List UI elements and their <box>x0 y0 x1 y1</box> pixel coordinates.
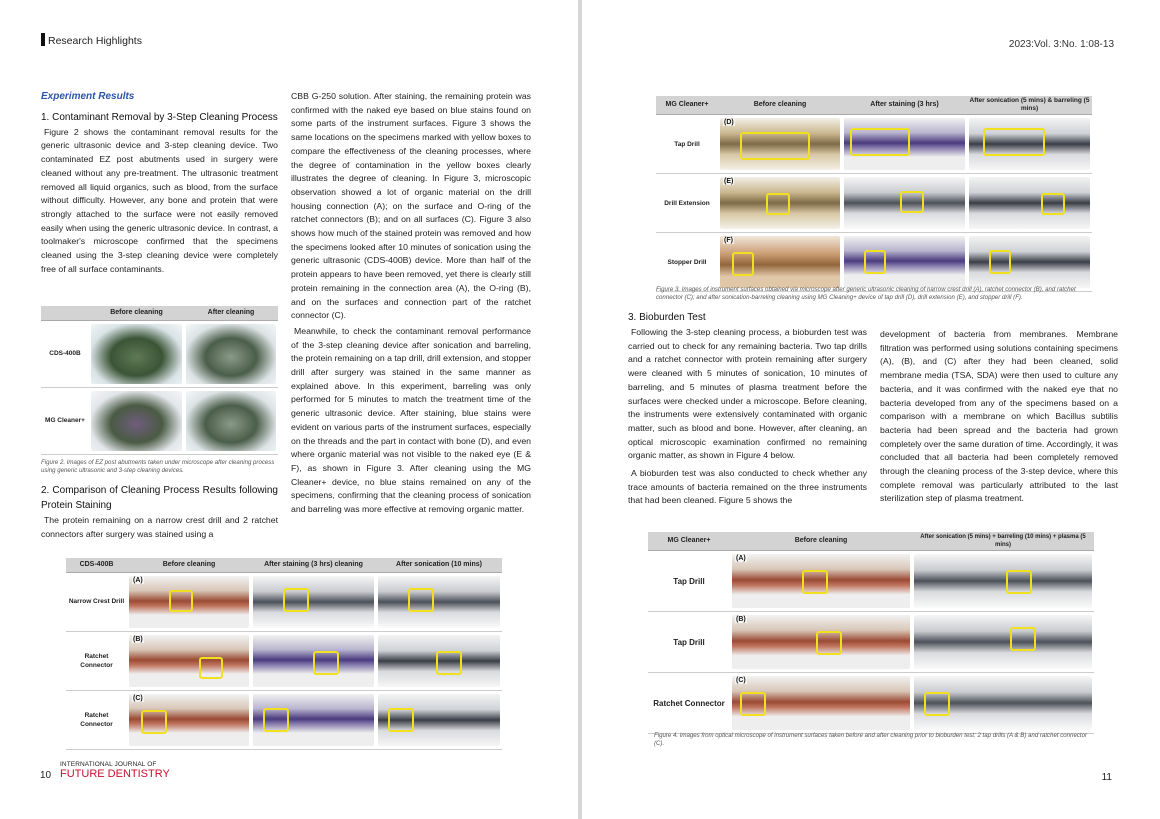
subsection-heading-1: 1. Contaminant Removal by 3-Step Cleaning Process <box>41 111 278 123</box>
left-column-1-continued <box>41 483 278 542</box>
fig4-row-label-tap-drill-a: Tap Drill <box>648 551 730 612</box>
journal-name-small: INTERNATIONAL JOURNAL OF <box>60 761 157 768</box>
figure-3-table-b <box>656 96 1092 292</box>
fig2-photo-cds-before <box>91 324 182 384</box>
right-column-1 <box>628 310 867 509</box>
fig3b-photo-f-sonication <box>969 236 1090 288</box>
fig4-photo-a-before <box>732 554 910 608</box>
body-paragraph: Following the 3-step cleaning process, a bioburden test was carried out to check for any remaining bacteria. Two tap drills and a ratchet connector with protein remaining after surgery were cleaned with 5 minutes of sonication, 10 minutes of barreling, and 5 minutes of plasma treatment before the surfaces were checked under a microscope. Before cleaning, the instruments were extensively contaminated with organic matter, such as blood and bone. However, after cleaning, an optical microscopic examination confirmed no remaining organic matter, as shown in Figure 4 below. <box>628 327 867 461</box>
fig3a-header-sonication: After sonication (10 mins) <box>376 558 502 572</box>
fig4-header-device: MG Cleaner+ <box>648 532 730 551</box>
fig3a-header-before: Before cleaning <box>127 558 251 572</box>
page-number-left: 10 <box>40 770 52 781</box>
fig3a-header-staining: After staining (3 hrs) cleaning <box>251 558 376 572</box>
panel-tag-4c: (C) <box>736 677 746 684</box>
panel-tag-f: (F) <box>724 237 733 244</box>
fig2-header-before: Before cleaning <box>89 306 184 320</box>
left-column-1 <box>41 90 278 277</box>
fig4-header-after: After sonication (5 mins) + barreling (10 mins) + plasma (5 mins) <box>912 532 1094 551</box>
journal-name-big: FUTURE DENTISTRY <box>60 768 170 780</box>
panel-tag-4b: (B) <box>736 616 746 623</box>
panel-tag-e: (E) <box>724 178 734 185</box>
fig2-row-label-mg: MG Cleaner+ <box>41 387 89 454</box>
fig4-photo-a-after <box>914 554 1092 608</box>
fig3b-photo-d-before <box>720 118 840 170</box>
header-marker-bar <box>41 33 45 46</box>
fig3b-header-sonication: After sonication (5 mins) & barreling (5 mins) <box>967 96 1092 115</box>
fig3a-row-label-narrow-crest: Narrow Crest Drill <box>66 572 127 631</box>
fig2-header-empty <box>41 306 89 320</box>
fig2-photo-mg-after <box>186 391 276 451</box>
fig2-photo-mg-before <box>91 391 182 451</box>
fig3a-header-device: CDS-400B <box>66 558 127 572</box>
body-paragraph: Figure 2 shows the contaminant removal results for the generic ultrasonic device and 3-step cleaning device. Two contaminated EZ post abutments used in surgery were cleaned without any pre-treatment. The ultrasonic treatment removed all liquid organics, such as blood, from the surface without difficulty. However, any bone and protein that were strongly attached to the surface were not easily removed easily when using the generic ultrasonic device. In contrast, a toolmaker's microscope confirmed that the specimens cleaned using the 3-step cleaning device were completely free of all surface contaminants. <box>41 126 278 274</box>
running-header-title: Research Highlights <box>48 35 142 47</box>
panel-tag-a: (A) <box>133 576 143 584</box>
figure-3-caption: Figure 3. Images of instrument surfaces obtained via microscope after generic ultrasonic cleaning of narrow crest drill (A), ratchet connector (B), and ratchet connector (C); and after sonication-barreling cleaning using MG Cleaning+ device of tap drill (D), drill extension (E), and stopper drill (F). <box>656 286 1076 301</box>
figure-2-caption: Figure 2. Images of EZ post abutments taken under microscope after cleaning process using generic ultrasonic and 3-step cleaning devices. <box>41 459 275 474</box>
body-paragraph: CBB G-250 solution. After staining, the remaining protein was confirmed with the naked eye based on blue stains found on some parts of the instrument surfaces. Figure 3 shows the same locations on the specimens marked with yellow boxes to compare the effectiveness of the cleaning processes, where the degree of contamination in the yellow boxes clearly illustrates the degree of cleaning. In Figure 3, microscopic observation showed a lot of organic material on the drill housing connection (A); on the surface and O-ring of the ratchet connectors (B); and on all surfaces (C). Figure 3 also shows how much of the stained protein was removed and how the specimens looked after 10 minutes of sonication using the generic ultrasonic (CDS-400B) device. More than half of the protein appears to have been removed, yet there is clearly still protein remaining in the connection area (A), the O-ring (B), and on the surfaces and connection part of the ratchet connector (C). <box>291 91 531 321</box>
panel-tag-b: (B) <box>133 635 143 643</box>
right-column-2 <box>880 328 1118 507</box>
subsection-heading-3: 3. Bioburden Test <box>628 312 706 323</box>
running-header-citation: 2023:Vol. 3:No. 1:08-13 <box>1008 39 1114 50</box>
body-paragraph: Meanwhile, to check the contaminant removal performance of the 3-step cleaning device after sonication and barreling, the protein remaining on a tap drill, drill extension, and stopper drill after surgery was stained in the same manner as explained above. In this experiment, barreling was only performed for 5 minutes to match the treatment time of the generic ultrasonic device. After staining, blue stains were evident on various parts of the instrument surfaces, especially on the threads and the part in contact with bone (D), and even where organic material was not visible to the naked eye (E & F), as shown in Figure 3. After cleaning using the MG Cleaner+ device, no blue stains remained on any of the specimens, confirming that the cleaning process of sonication and barreling was more effective at removing organic matter. <box>291 325 532 515</box>
fig3b-photo-d-sonication <box>969 118 1090 170</box>
fig3a-photo-a-staining <box>253 576 374 628</box>
fig4-row-label-ratchet: Ratchet Connector <box>648 673 730 734</box>
fig3a-photo-c-sonication <box>378 694 500 746</box>
fig4-photo-c-after <box>914 676 1092 730</box>
fig4-photo-b-after <box>914 615 1092 669</box>
fig3a-photo-a-before <box>129 576 249 628</box>
section-title: Experiment Results <box>41 91 135 102</box>
body-paragraph: The protein remaining on a narrow crest drill and 2 ratchet connectors after surgery was stained using a <box>41 515 278 539</box>
fig4-photo-b-before <box>732 615 910 669</box>
fig3b-header-device: MG Cleaner+ <box>656 96 718 115</box>
subsection-heading-2: 2. Comparison of Cleaning Process Results following Protein Staining <box>41 485 278 511</box>
fig3b-row-label-drill-extension: Drill Extension <box>656 174 718 233</box>
fig3a-photo-b-staining <box>253 635 374 687</box>
fig4-photo-c-before <box>732 676 910 730</box>
fig2-header-after: After cleaning <box>184 306 278 320</box>
fig3b-header-staining: After staining (3 hrs) <box>842 96 967 115</box>
fig3b-row-label-stopper-drill: Stopper Drill <box>656 233 718 292</box>
fig3a-photo-a-sonication <box>378 576 500 628</box>
fig3a-photo-b-sonication <box>378 635 500 687</box>
right-page <box>582 0 1160 819</box>
figure-4-caption: Figure 4. Images from optical microscope of instrument surfaces taken before and after cleaning prior to bioburden test: 2 tap drills (A & B) and ratchet connector (C). <box>654 732 1087 747</box>
body-paragraph: A bioburden test was also conducted to check whether any trace amounts of bacteria remained on the three instruments that had been cleaned. Figure 5 shows the <box>628 468 867 506</box>
fig3a-photo-c-staining <box>253 694 374 746</box>
fig4-row-label-tap-drill-b: Tap Drill <box>648 612 730 673</box>
fig3a-photo-b-before <box>129 635 249 687</box>
panel-tag-4a: (A) <box>736 555 746 562</box>
panel-tag-d: (D) <box>724 119 734 126</box>
fig3b-photo-e-sonication <box>969 177 1090 229</box>
fig3b-photo-f-before <box>720 236 840 288</box>
figure-2-table <box>41 306 278 455</box>
fig3b-row-label-tap-drill: Tap Drill <box>656 115 718 174</box>
fig3a-photo-c-before <box>129 694 249 746</box>
figure-3-table-a <box>66 558 502 750</box>
figure-4-table <box>648 532 1094 734</box>
page-number-right: 11 <box>1101 772 1112 783</box>
fig4-header-before: Before cleaning <box>730 532 912 551</box>
fig2-photo-cds-after <box>186 324 276 384</box>
left-page <box>0 0 578 819</box>
left-column-2 <box>291 90 531 518</box>
fig3a-row-label-ratchet-1: Ratchet Connector <box>66 631 127 690</box>
body-paragraph: development of bacteria from membranes. Membrane filtration was performed using solutions containing specimens (A), (B), and (C) after they had been cleaned, solid membrane media (TSA, SDA) were then used to culture any bacteria, and it was confirmed with the naked eye that no bacteria developed from any of the specimens based on a comparison with a membrane on which Bacillus subtilis bacteria had been spread and the bacteria had grown completely over the same duration of time. Accordingly, it was concluded that all bacteria had been completely removed through the cleaning process of the 3-step device, where this complete removal was particularly attributed to the last sterilization step of plasma treatment. <box>880 329 1118 504</box>
fig3b-photo-d-staining <box>844 118 965 170</box>
fig2-row-label-cds: CDS-400B <box>41 320 89 387</box>
fig3b-header-before: Before cleaning <box>718 96 842 115</box>
fig3b-photo-f-staining <box>844 236 965 288</box>
panel-tag-c: (C) <box>133 694 143 702</box>
fig3b-photo-e-staining <box>844 177 965 229</box>
fig3a-row-label-ratchet-2: Ratchet Connector <box>66 690 127 749</box>
fig3b-photo-e-before <box>720 177 840 229</box>
